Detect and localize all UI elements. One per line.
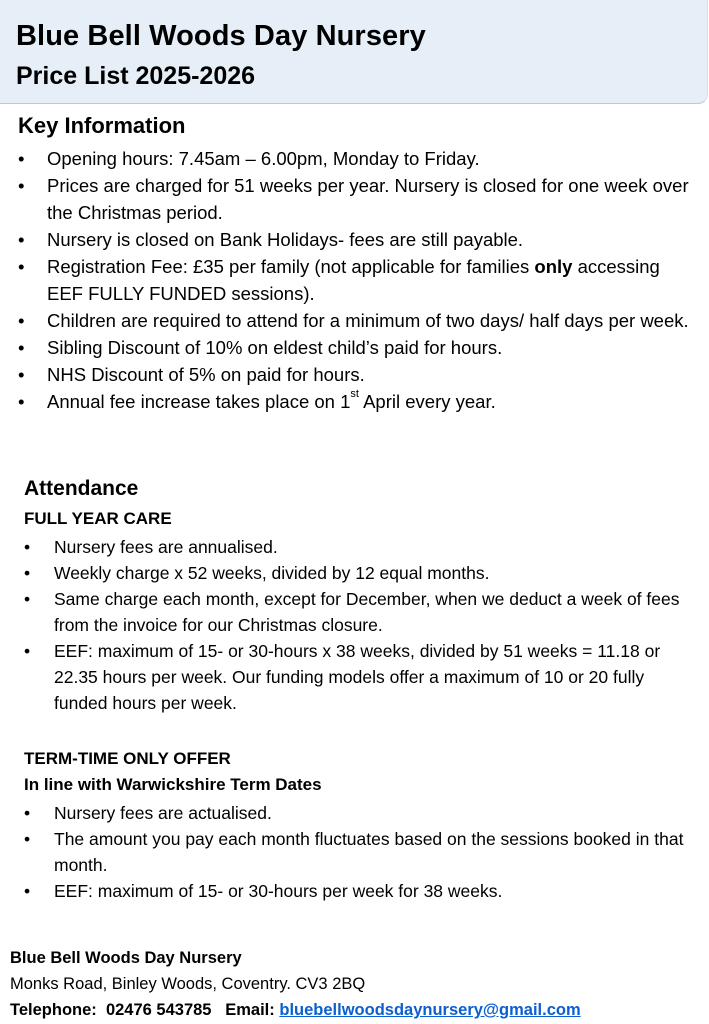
telephone-number: 02476 543785 [105, 1001, 212, 1019]
list-item-text: Children are required to attend for a minimum of two days/ half days per week. [47, 310, 689, 331]
email-label: Email: [225, 1001, 275, 1019]
term-time-offer-heading: TERM-TIME ONLY OFFER [24, 749, 231, 768]
list-item-emphasis: only [534, 256, 573, 277]
list-item [24, 878, 694, 904]
bullet-icon: • [24, 641, 31, 661]
list-item-text: EEF: maximum of 15- or 30-hours x 38 weeks, divided by 51 weeks = 11.18 or 22.35 hours per week. Our funding models offer a maximum of 10 or 20 fully funded hours per week. [54, 641, 661, 713]
footer-address: Monks Road, Binley Woods, Coventry. CV3 2BQ [10, 975, 366, 993]
list-item-text: Sibling Discount of 10% on eldest child’s paid for hours. [47, 337, 503, 358]
bullet-icon: • [18, 256, 25, 277]
attendance-heading: Attendance [24, 477, 139, 500]
list-item-text-before: Annual fee increase takes place on 1 [47, 391, 351, 412]
bullet-icon: • [18, 364, 25, 385]
page-title: Blue Bell Woods Day Nursery [16, 20, 426, 52]
footer-contact [10, 945, 581, 1023]
footer-nursery-name: Blue Bell Woods Day Nursery [10, 949, 242, 967]
telephone-label: Telephone: [10, 1001, 97, 1019]
list-item-text: EEF: maximum of 15- or 30-hours per week for 38 weeks. [54, 881, 503, 901]
list-item [18, 361, 693, 388]
list-item-text: Weekly charge x 52 weeks, divided by 12 equal months. [54, 563, 490, 583]
list-item-text: Nursery fees are actualised. [54, 803, 272, 823]
term-time-offer-list [24, 800, 694, 904]
header-band [0, 0, 708, 104]
bullet-icon: • [18, 148, 25, 169]
list-item-text: Opening hours: 7.45am – 6.00pm, Monday to Friday. [47, 148, 480, 169]
footer-contact-line [10, 997, 581, 1023]
list-item [18, 226, 693, 253]
key-information-heading: Key Information [18, 113, 186, 138]
list-item [24, 826, 694, 878]
list-item [18, 388, 693, 415]
list-item-text: NHS Discount of 5% on paid for hours. [47, 364, 365, 385]
list-item [24, 560, 694, 586]
key-information-list [18, 145, 693, 415]
list-item [18, 145, 693, 172]
ordinal-suffix: st [350, 387, 359, 400]
list-item-text: The amount you pay each month fluctuates based on the sessions booked in that month. [54, 829, 684, 875]
bullet-icon: • [18, 310, 25, 331]
list-item [18, 334, 693, 361]
bullet-icon: • [24, 803, 31, 823]
list-item-text: Nursery is closed on Bank Holidays- fees are still payable. [47, 229, 524, 250]
bullet-icon: • [18, 175, 25, 196]
bullet-icon: • [24, 563, 31, 583]
list-item-text: Prices are charged for 51 weeks per year. Nursery is closed for one week over the Christmas period. [47, 175, 689, 223]
list-item [18, 253, 693, 307]
page-subtitle: Price List 2025-2026 [16, 62, 256, 90]
bullet-icon: • [18, 391, 25, 412]
list-item-text-after: accessing EEF FULLY FUNDED sessions). [47, 256, 660, 304]
bullet-icon: • [18, 337, 25, 358]
list-item-text: Same charge each month, except for December, when we deduct a week of fees from the invoice for our Christmas closure. [54, 589, 680, 635]
bullet-icon: • [24, 589, 31, 609]
list-item-text-after: April every year. [358, 391, 496, 412]
full-year-care-list [24, 534, 694, 716]
list-item [24, 638, 694, 716]
list-item [24, 586, 694, 638]
term-time-offer-subheading: In line with Warwickshire Term Dates [24, 775, 322, 794]
list-item-text-before: Registration Fee: £35 per family (not applicable for families [47, 256, 535, 277]
list-item [18, 307, 693, 334]
list-item-text: Nursery fees are annualised. [54, 537, 278, 557]
bullet-icon: • [24, 537, 31, 557]
list-item [24, 534, 694, 560]
list-item [18, 172, 693, 226]
bullet-icon: • [24, 881, 31, 901]
bullet-icon: • [18, 229, 25, 250]
email-link[interactable]: bluebellwoodsdaynursery@gmail.com [279, 1001, 581, 1019]
bullet-icon: • [24, 829, 31, 849]
list-item [24, 800, 694, 826]
full-year-care-heading: FULL YEAR CARE [24, 509, 172, 528]
